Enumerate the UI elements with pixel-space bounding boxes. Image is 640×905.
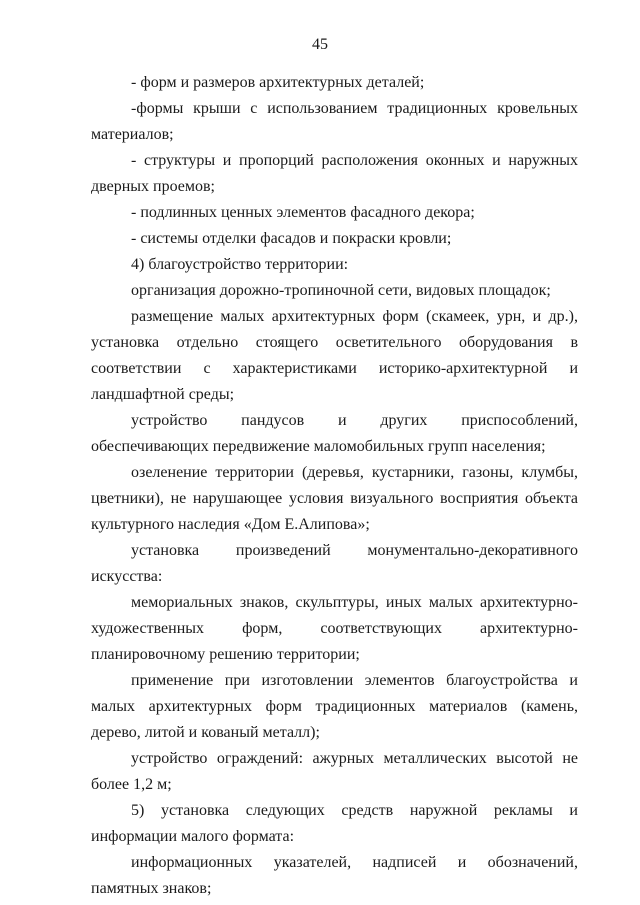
- paragraph-12: мемориальных знаков, скульптуры, иных малых архитектурно-художественных форм, соответствующих архитектурно-планировочному решению территории;: [91, 594, 578, 663]
- paragraph-5: - системы отделки фасадов и покраски кровли;: [131, 230, 452, 247]
- paragraph-16: информационных указателей, надписей и обозначений, памятных знаков;: [91, 854, 578, 897]
- paragraph-14: устройство ограждений: ажурных металлических высотой не более 1,2 м;: [91, 750, 578, 793]
- paragraph-10: озеленение территории (деревья, кустарники, газоны, клумбы, цветники), не нарушающее условия визуального восприятия объекта культурного наследия «Дом Е.Алипова»;: [91, 464, 578, 533]
- paragraph-11: установка произведений монументально-декоративного искусства:: [91, 542, 578, 585]
- paragraph-15: 5) установка следующих средств наружной рекламы и информации малого формата:: [91, 802, 578, 845]
- paragraph-3: - структуры и пропорций расположения оконных и наружных дверных проемов;: [91, 152, 578, 195]
- page-number: 45: [312, 36, 328, 53]
- body-text: [91, 70, 578, 902]
- paragraph-7: организация дорожно-тропиночной сети, видовых площадок;: [131, 282, 551, 299]
- paragraph-9: устройство пандусов и других приспособлений, обеспечивающих передвижение маломобильных групп населения;: [91, 412, 578, 455]
- paragraph-8: размещение малых архитектурных форм (скамеек, урн, и др.), установка отдельно стоящего осветительного оборудования в соответствии с характеристиками историко-архитектурной и ландшафтной среды;: [91, 308, 578, 403]
- paragraph-4: - подлинных ценных элементов фасадного декора;: [131, 204, 475, 221]
- paragraph-1: - форм и размеров архитектурных деталей;: [131, 74, 425, 91]
- paragraph-2: -формы крыши с использованием традиционных кровельных материалов;: [91, 100, 578, 143]
- paragraph-13: применение при изготовлении элементов благоустройства и малых архитектурных форм традиционных материалов (камень, дерево, литой и кованый металл);: [91, 672, 578, 741]
- paragraph-6: 4) благоустройство территории:: [131, 256, 349, 273]
